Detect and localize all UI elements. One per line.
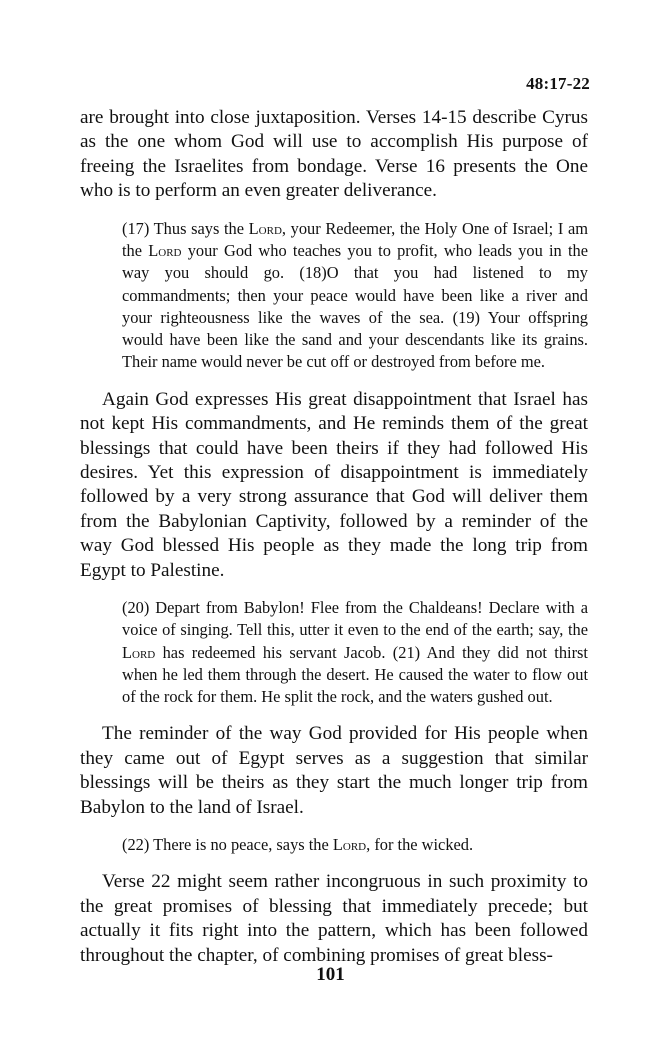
scripture-quote-17-19 [122,218,588,374]
lord-small-caps: Lord [122,642,156,662]
quote-text: your God who teaches you to profit, who leads you in the way you should go. (18)O that you had listened to my commandments; then your peace would have been like a river and your righteousness like the waves of the sea. (19) Your offspring would have been like the sand and your descendants like its grains. Their name would never be cut off or destroyed from before me. [122,240,588,372]
quote-text: (17) Thus says the [122,218,249,238]
quote-text: , your Redeemer, the Holy One of Israel; I am the [122,218,588,260]
commentary-paragraph: Verse 22 might seem rather incongruous in such proximity to the great promises of blessing that immediately precede; but actually it fits right into the pattern, which has been followed throughout the chapter, of combining promises of great bless- [80,871,588,966]
lord-small-caps: Lord [332,835,367,855]
page-number: 101 [316,964,345,985]
quote-text: (20) Depart from Babylon! Flee from the Chaldeans! Declare with a voice of singing. Tell this, utter it even to the end of the earth; say, the [122,597,588,640]
quote-text: , for the wicked. [366,835,474,855]
quote-text: (22) There is no peace, says the [122,835,333,855]
commentary-paragraph: Again God expresses His great disappointment that Israel has not kept His commandments, and He reminds them of the great blessings that could have been theirs if they had followed His desires. Yet this expression of disappointment is immediately followed by a very strong assurance that God will deliver them from the Babylonian Captivity, followed by a reminder of the way God blessed His people as they made the long trip from Egypt to Palestine. [80,388,588,581]
paragraph-continued: are brought into close juxtaposition. Verses 14-15 describe Cyrus as the one whom God will use to accomplish His purpose of freeing the Israelites from bondage. Verse 16 presents the One who is to perform an even greater deliverance. [80,107,588,202]
running-head: 48:17-22 [526,74,590,93]
commentary-paragraph: The reminder of the way God provided for His people when they came out of Egypt serves as a suggestion that similar blessings will be theirs as they start the much longer trip from Babylon to the land of Israel. [80,723,588,818]
body-text [80,106,588,968]
quote-text: has redeemed his servant Jacob. (21) And they did not thirst when he led them through the desert. He caused the water to flow out of the rock for them. He split the rock, and the waters gushed out. [122,642,588,707]
lord-small-caps: Lord [248,218,282,238]
scripture-quote-20-21 [122,597,588,708]
scripture-quote-22 [122,834,588,856]
lord-small-caps: Lord [148,240,182,260]
